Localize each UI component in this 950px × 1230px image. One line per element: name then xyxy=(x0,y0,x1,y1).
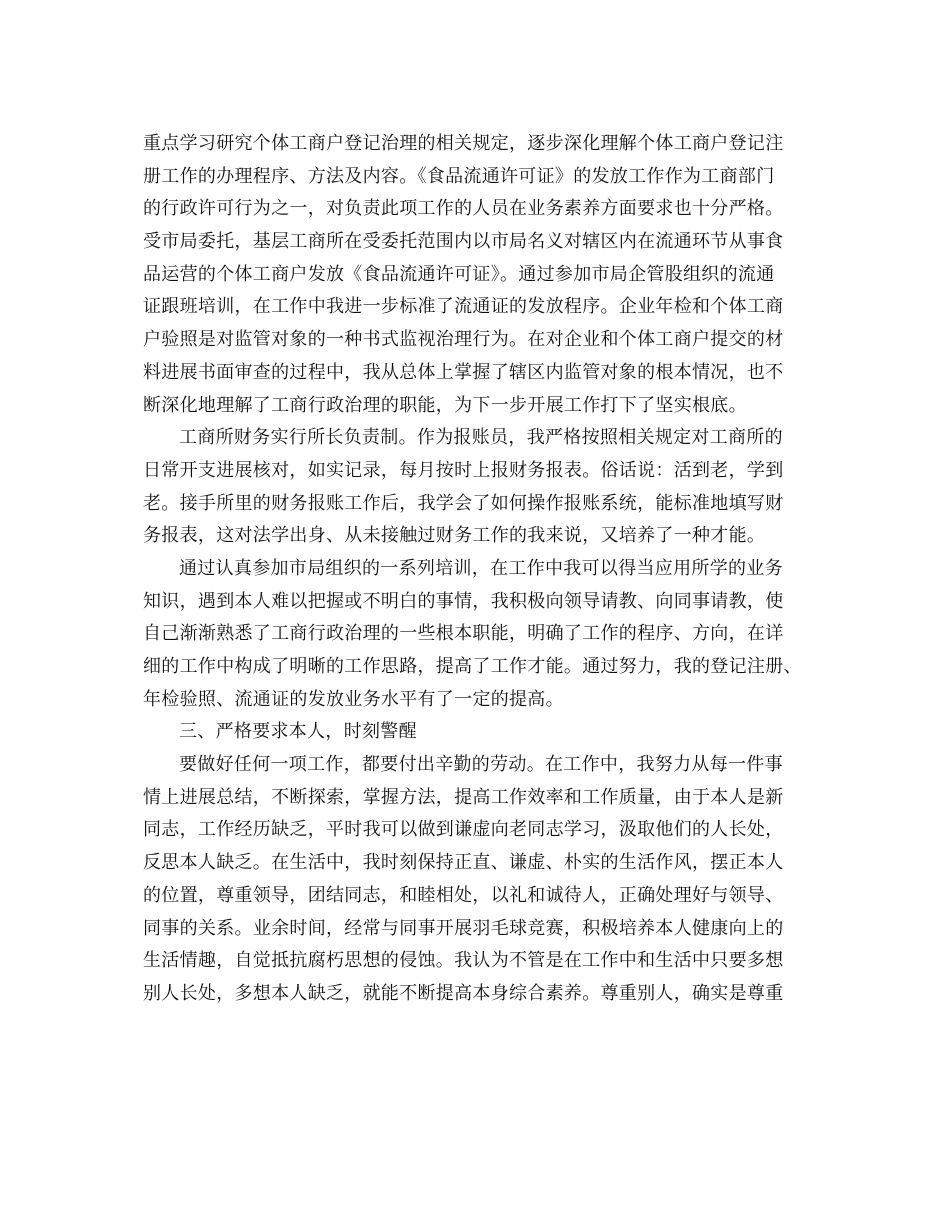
text-line: 受市局委托，基层工商所在受委托范围内以市局名义对辖区内在流通环节从事食 xyxy=(143,231,784,253)
text-line: 老。接手所里的财务报账工作后，我学会了如何操作报账系统，能标准地填写财 xyxy=(143,492,784,514)
text-line: 情上进展总结，不断探索，掌握方法，提高工作效率和工作质量，由于本人是新 xyxy=(143,786,784,808)
text-line: 工商所财务实行所长负责制。作为报账员，我严格按照相关规定对工商所的 xyxy=(179,427,783,449)
text-line: 断深化地理解了工商行政治理的职能，为下一步开展工作打下了坚实根底。 xyxy=(143,394,747,416)
text-line: 知识，遇到本人难以把握或不明白的事情，我积极向领导请教、向同事请教，使 xyxy=(143,590,784,612)
text-line: 重点学习研究个体工商户登记治理的相关规定，逐步深化理解个体工商户登记注 xyxy=(143,133,784,154)
text-line: 料进展书面审查的过程中，我从总体上掌握了辖区内监管对象的根本情况，也不 xyxy=(143,361,784,383)
text-line: 生活情趣，自觉抵抗腐朽思想的侵蚀。我认为不管是在工作中和生活中只要多想 xyxy=(143,950,784,972)
text-line: 细的工作中构成了明晰的工作思路，提高了工作才能。通过努力，我的登记注册、 xyxy=(143,656,802,677)
text-line: 同事的关系。业余时间，经常与同事开展羽毛球竞赛，积极培养本人健康向上的 xyxy=(143,917,784,939)
text-line: 同志，工作经历缺乏，平时我可以做到谦虚向老同志学习，汲取他们的人长处， xyxy=(143,819,784,841)
text-line: 的位置，尊重领导，团结同志，和睦相处，以礼和诚待人，正确处理好与领导、 xyxy=(143,884,784,906)
text-line: 别人长处，多想本人缺乏，就能不断提高本身综合素养。尊重别人，确实是尊重 xyxy=(143,982,784,1004)
text-line: 要做好任何一项工作，都要付出辛勤的劳动。在工作中，我努力从每一件事 xyxy=(179,754,783,776)
document-body xyxy=(143,128,803,1011)
text-line: 务报表，这对法学出身、从未接触过财务工作的我来说，又培养了一种才能。 xyxy=(143,525,766,547)
text-line: 证跟班培训，在工作中我进一步标准了流通证的发放程序。企业年检和个体工商 xyxy=(143,296,784,318)
text-line: 品运营的个体工商户发放《食品流通许可证》。通过参加市局企管股组织的流通 xyxy=(143,263,775,285)
text-line: 日常开支进展核对，如实记录，每月按时上报财务报表。俗话说：活到老，学到 xyxy=(143,459,784,481)
text-line: 册工作的办理程序、方法及内容。《食品流通许可证》的发放工作作为工商部门 xyxy=(143,165,775,187)
text-line: 年检验照、流通证的发放业务水平有了一定的提高。 xyxy=(143,688,564,710)
text-line: 三、严格要求本人，时刻警醒 xyxy=(179,721,417,743)
text-line: 户验照是对监管对象的一种书式监视治理行为。在对企业和个体工商户提交的材 xyxy=(143,329,784,351)
text-line: 的行政许可行为之一，对负责此项工作的人员在业务素养方面要求也十分严格。 xyxy=(143,198,784,220)
text-line: 自己渐渐熟悉了工商行政治理的一些根本职能，明确了工作的程序、方向，在详 xyxy=(143,623,784,645)
text-line: 反思本人缺乏。在生活中，我时刻保持正直、谦虚、朴实的生活作风，摆正本人 xyxy=(143,852,784,874)
text-line: 通过认真参加市局组织的一系列培训，在工作中我可以得当应用所学的业务 xyxy=(179,557,783,579)
